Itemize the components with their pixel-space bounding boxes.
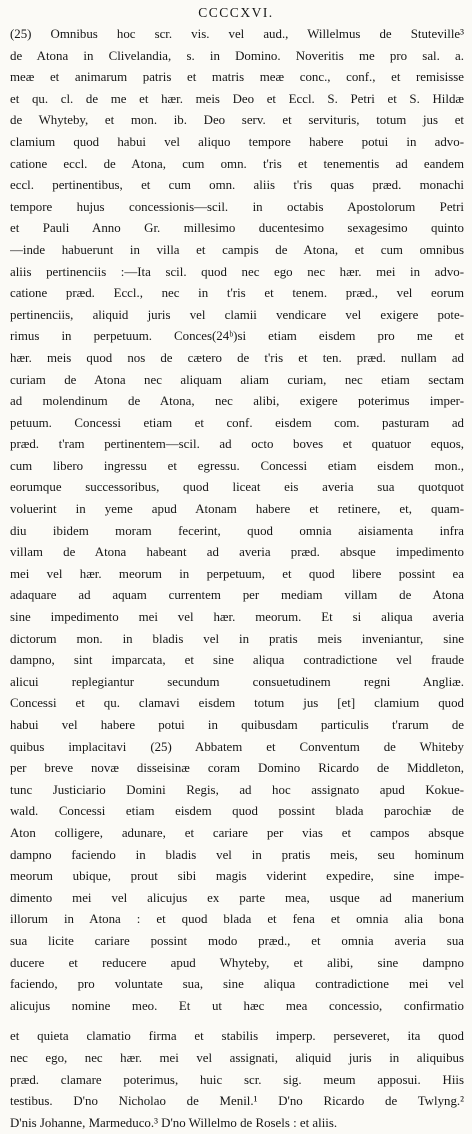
- text-line: præd. t'ram pertinentem—scil. ad octo boves et quatuor equos,: [10, 437, 464, 452]
- text-line: sine impedimento mei vel hær. meorum. Et si aliqua averia: [10, 610, 464, 625]
- text-line: et Pauli Anno Gr. millesimo ducentesimo sexagesimo quinto: [10, 221, 464, 236]
- text-line: sua licite cariare possint modo præd., et omnia averia sua: [10, 933, 464, 948]
- text-line: faciendo, pro voluntate sua, sine aliqua contradictione mei vel: [10, 977, 464, 992]
- charter-text: [0, 24, 472, 1134]
- text-line: curiam de Atona nec aliquam aliam curiam, nec etiam sectam: [10, 372, 464, 387]
- text-line: meorum ubique, prout sibi magis viderint expedire, sine impe-: [10, 869, 464, 884]
- text-line: habui vel habere potui in quibusdam particulis t'rarum de: [10, 718, 464, 732]
- text-line: catione præd. Eccl., nec in t'ris et tenem. præd., vel eorum: [10, 286, 464, 301]
- text-line: testibus. D'no Nicholao de Menil.¹ D'no Ricardo de Twlyng.²: [10, 1094, 464, 1109]
- text-line: dampno, sint imparcata, et sine aliqua contradictione vel fraude: [10, 653, 464, 668]
- text-line: wald. Concessi etiam eisdem quod possint blada parochiæ de: [10, 804, 464, 819]
- text-line: eccl. pertinentibus, et cum omn. aliis t'ris quas præd. monachi: [10, 178, 464, 193]
- text-line: petuum. Concessi etiam et conf. eisdem com. pasturam ad: [10, 415, 464, 430]
- text-line: tempore hujus concessionis—scil. in octabis Apostolorum Petri: [10, 199, 464, 214]
- text-line: quibus implacitavi (25) Abbatem et Conventum de Whiteby: [10, 739, 464, 754]
- text-line: rimus in perpetuum. Conces(24ᵇ)si etiam eisdem pro me et: [10, 329, 464, 344]
- text-line: de Atona in Clivelandia, s. in Domino. Noveritis me pro sal. a.: [10, 48, 464, 63]
- text-line: meæ et animarum patris et matris meæ conc., conf., et remisisse: [10, 70, 464, 85]
- text-line: et quieta clamatio firma et stabilis imperp. perseveret, ita quod: [10, 1029, 464, 1044]
- text-line: dimento mei vel alicujus ex parte mea, usque ad manerium: [10, 890, 464, 905]
- text-line: eorumque successoribus, quod liceat eis averia sua quotquot: [10, 480, 464, 495]
- text-line: nec ego, nec hær. mei vel assignati, aliquid juris in aliquibus: [10, 1050, 464, 1065]
- text-line: (25) Omnibus hoc scr. vis. vel aud., Willelmus de Stuteville³: [10, 27, 464, 41]
- text-line: et qu. cl. de me et hær. meis Deo et Eccl. S. Petri et S. Hildæ: [10, 91, 464, 106]
- text-line: adaquare ad aquam currentem per mediam villam de Atona: [10, 588, 464, 603]
- text-line: ducere et reducere apud Whyteby, et alibi, sine dampno: [10, 955, 464, 970]
- page-gap: [10, 1017, 464, 1026]
- text-line: catione eccl. de Atona, cum omn. t'ris et tenementis ad eandem: [10, 156, 464, 171]
- text-line: illorum in Atona : et quod blada et fena et omnia alia bona: [10, 912, 464, 927]
- text-line: voluerint in yeme apud Atonam habere et retinere, et, quam-: [10, 502, 464, 517]
- text-line: aliis pertinenciis :—Ita scil. quod nec ego nec hær. mei in advo-: [10, 264, 464, 279]
- text-line: dampno faciendo in bladis vel in pratis meis, seu hominum: [10, 847, 464, 862]
- text-line: D'nis Johanne, Marmeduco.³ D'no Willelmo de Rosels : et aliis.: [10, 1115, 338, 1130]
- text-line: de Whyteby, et mon. ib. Deo serv. et servituris, totum jus et: [10, 113, 464, 128]
- page-heading: CCCCXVI.: [198, 5, 274, 20]
- text-line: tunc Justiciario Domini Regis, ad hoc assignato apud Kokue-: [10, 782, 464, 797]
- text-line: cum libero ingressu et egressu. Concessi etiam eisdem mon.,: [10, 458, 464, 473]
- text-line: ad molendinum de Atona, nec alibi, exigere poterimus imper-: [10, 394, 464, 409]
- text-line: præd. clamare poterimus, huic scr. sig. meum apposui. Hiis: [10, 1072, 464, 1087]
- text-line: diu ibidem moram fecerint, quod omnia aisiamenta infra: [10, 523, 464, 538]
- text-line: —inde habuerunt in villa et campis de Atona, et cum omnibus: [10, 242, 464, 257]
- text-line: Concessi et qu. clamavi eisdem totum jus [et] clamium quod: [10, 696, 464, 711]
- text-line: dictorum mon. in bladis vel in pratis meis inveniantur, sine: [10, 631, 464, 646]
- text-line: Aton colligere, adunare, et cariare per vias et campos absque: [10, 825, 464, 840]
- text-line: per breve novæ disseisinæ coram Domino Ricardo de Middleton,: [10, 761, 464, 776]
- text-line: hær. meis quod nos de cætero de t'ris et ten. præd. nullam ad: [10, 350, 464, 365]
- text-line: villam de Atona habeant ad averia præd. absque impedimento: [10, 545, 464, 560]
- text-line: clamium quod habui vel aliquo tempore habere potui in advo-: [10, 134, 464, 149]
- text-line: pertinenciis, aliquid juris vel clamii vendicare vel exigere pote-: [10, 307, 464, 322]
- text-line: mei vel hær. meorum in perpetuum, et quod libere possint ea: [10, 566, 464, 581]
- text-line: alicujus nomine meo. Et ut hæc mea concessio, confirmatio: [10, 998, 464, 1013]
- text-line: alicui replegiantur secundum consuetudinem regni Angliæ.: [10, 674, 464, 689]
